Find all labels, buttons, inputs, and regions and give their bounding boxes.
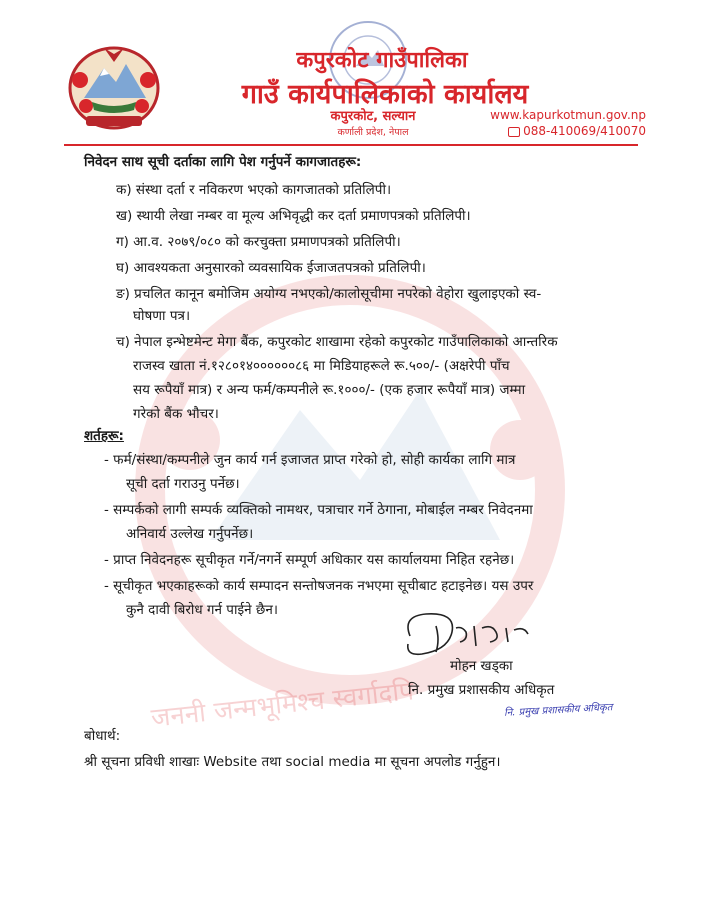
- condition-item-4-cont: कुनै दावी बिरोध गर्न पाईने छैन।: [126, 602, 278, 618]
- condition-item-2: - सम्पर्कको लागी सम्पर्क व्यक्तिको नामथर, पत्राचार गर्ने ठेगाना, मोबाईल नम्बर निवेदनमा: [104, 502, 533, 518]
- header-divider: [64, 144, 638, 146]
- documents-heading: निवेदन साथ सूची दर्ताका लागि पेश गर्नुपर्ने कागजातहरू:: [84, 154, 362, 170]
- municipality-name: कपुरकोट गाउँपालिका: [296, 48, 468, 73]
- doc-item-cha-cont1: राजस्व खाता नं.१२८०१४००००००८६ मा मिडियाहरूले रू.५००/- (अक्षरेपी पाँच: [133, 358, 510, 374]
- doc-item-cha: च) नेपाल इन्भेष्टमेन्ट मेगा बैंक, कपुरकोट शाखामा रहेको कपुरकोट गाउँपालिकाको आन्तरिक: [116, 334, 558, 350]
- phone-value: 088-410069/410070: [523, 124, 646, 138]
- signatory-stamp: नि. प्रमुख प्रशासकीय अधिकृत: [503, 702, 613, 719]
- condition-item-1-cont: सूची दर्ता गराउनु पर्नेछ।: [126, 476, 240, 492]
- doc-item-ka: क) संस्था दर्ता र नविकरण भएको कागजातको प्रतिलिपी।: [116, 182, 392, 198]
- doc-item-kha: ख) स्थायी लेखा नम्बर वा मूल्य अभिवृद्धी कर दर्ता प्रमाणपत्रको प्रतिलिपी।: [116, 208, 471, 224]
- doc-item-cha-cont3: गरेको बैंक भौचर।: [133, 406, 219, 422]
- condition-item-3: - प्राप्त निवेदनहरू सूचीकृत गर्ने/नगर्ने सम्पूर्ण अधिकार यस कार्यालयमा निहित रहनेछ।: [104, 552, 515, 568]
- office-address: कपुरकोट, सल्यान: [330, 109, 416, 124]
- doc-item-nga-cont: घोषणा पत्र।: [133, 308, 191, 324]
- conditions-heading: शर्तहरू:: [84, 428, 124, 444]
- condition-item-4: - सूचीकृत भएकाहरूको कार्य सम्पादन सन्तोषजनक नभएमा सूचीबाट हटाइनेछ। यस उपर: [104, 578, 534, 594]
- watermark-motto: जननी जन्मभूमिश्च स्वर्गादपि: [149, 676, 416, 734]
- phone-number: [466, 124, 646, 138]
- cc-line: श्री सूचना प्रविधी शाखाः Website तथा social media मा सूचना अपलोड गर्नुहुन।: [84, 754, 501, 770]
- doc-item-cha-cont2: सय रूपैयाँ मात्र) र अन्य फर्म/कम्पनीले रू.१०००/- (एक हजार रूपैयाँ मात्र) जम्मा: [133, 382, 526, 398]
- condition-item-1: - फर्म/संस्था/कम्पनीले जुन कार्य गर्न इजाजत प्राप्त गरेको हो, सोही कार्यका लागि मात्र: [104, 452, 516, 468]
- doc-item-gha: घ) आवश्यकता अनुसारको व्यवसायिक ईजाजतपत्रको प्रतिलिपी।: [116, 260, 426, 276]
- signatory-name: मोहन खड्का: [450, 658, 513, 674]
- phone-icon: [508, 127, 520, 137]
- office-name: गाउँ कार्यपालिकाको कार्यालय: [241, 79, 529, 110]
- signatory-title: नि. प्रमुख प्रशासकीय अधिकृत: [408, 682, 555, 698]
- condition-item-2-cont: अनिवार्य उल्लेख गर्नुपर्नेछ।: [126, 526, 254, 542]
- doc-item-ga: ग) आ.व. २०७९/०८० को करचुक्ता प्रमाणपत्रको प्रतिलिपी।: [116, 234, 401, 250]
- doc-item-nga: ङ) प्रचलित कानून बमोजिम अयोग्य नभएको/कालोसूचीमा नपरेको वेहोरा खुलाइएको स्व-: [116, 286, 542, 302]
- website-link[interactable]: www.kapurkotmun.gov.np: [490, 108, 646, 122]
- office-province: कर्णाली प्रदेश, नेपाल: [337, 127, 409, 138]
- cc-label: बोधार्थ:: [84, 728, 121, 744]
- nepal-emblem-icon: [64, 40, 164, 132]
